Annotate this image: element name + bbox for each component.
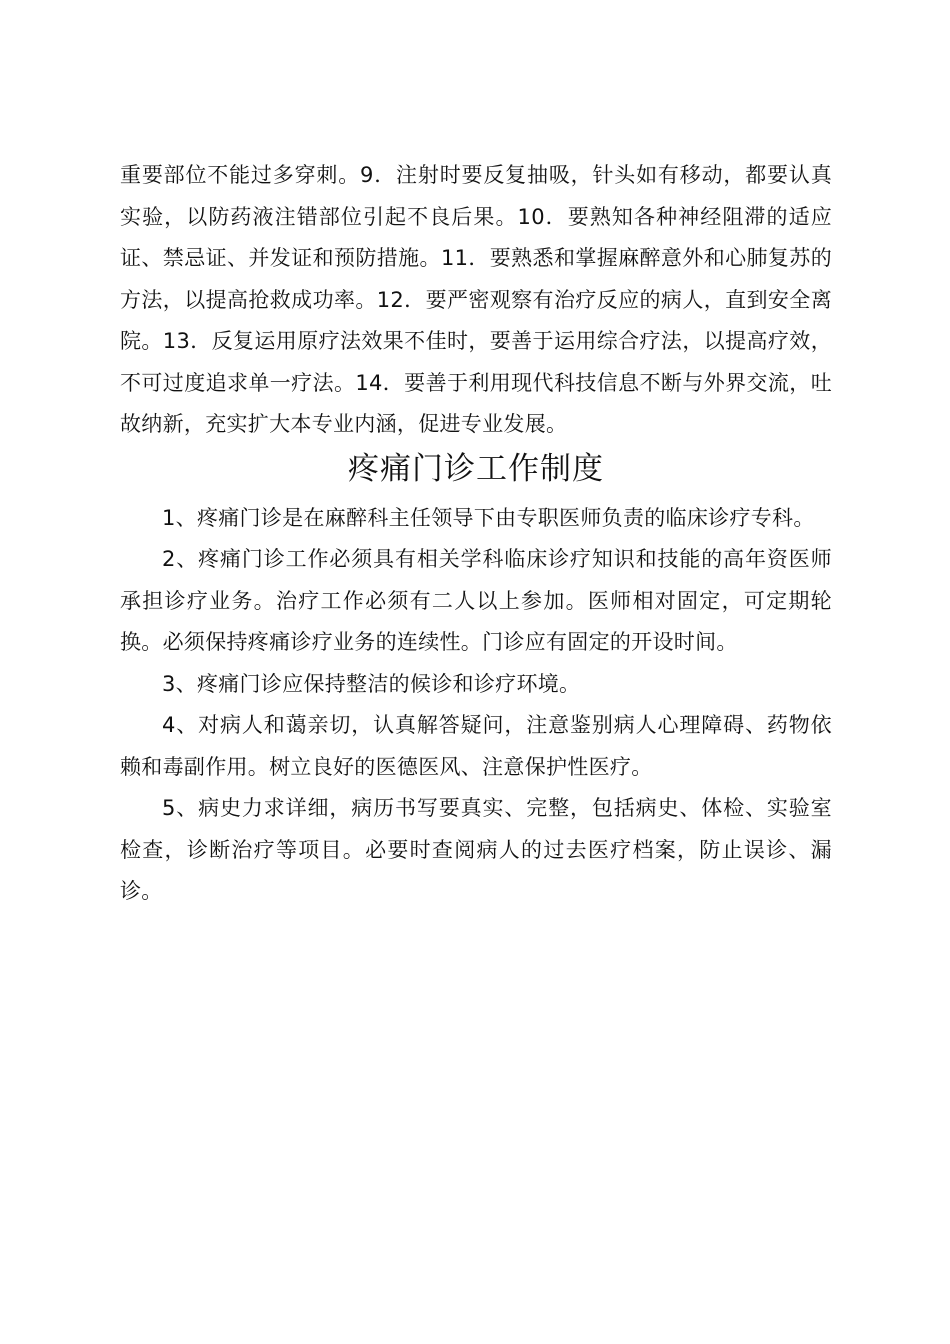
section-title: 疼痛门诊工作制度 bbox=[348, 450, 604, 487]
rule-item-1: 1、疼痛门诊是在麻醉科主任领导下由专职医师负责的临床诊疗专科。 bbox=[162, 505, 815, 530]
document-body bbox=[120, 155, 832, 913]
rule-item-3: 3、疼痛门诊应保持整洁的候诊和诊疗环境。 bbox=[162, 671, 581, 696]
rule-item-2: 2、疼痛门诊工作必须具有相关学科临床诊疗知识和技能的高年资医师承担诊疗业务。治疗工作必须有二人以上参加。医师相对固定，可定期轮换。必须保持疼痛诊疗业务的连续性。门诊应有固定的开设时间。 bbox=[120, 547, 832, 654]
rule-item-4: 4、对病人和蔼亲切，认真解答疑问，注意鉴别病人心理障碍、药物依赖和毒副作用。树立良好的医德医风、注意保护性医疗。 bbox=[120, 713, 832, 779]
rule-item-5: 5、病史力求详细，病历书写要真实、完整，包括病史、体检、实验室检查，诊断治疗等项目。必要时查阅病人的过去医疗档案，防止误诊、漏诊。 bbox=[120, 796, 832, 903]
continuation-paragraph: 重要部位不能过多穿刺。9．注射时要反复抽吸，针头如有移动，都要认真实验，以防药液注错部位引起不良后果。10．要熟知各种神经阻滞的适应证、禁忌证、并发证和预防措施。11．要熟悉和掌握麻醉意外和心肺复苏的方法，以提高抢救成功率。12．要严密观察有治疗反应的病人，直到安全离院。13．反复运用原疗法效果不佳时，要善于运用综合疗法，以提高疗效，不可过度追求单一疗法。14．要善于利用现代科技信息不断与外界交流，吐故纳新，充实扩大本专业内涵，促进专业发展。 bbox=[120, 163, 832, 436]
